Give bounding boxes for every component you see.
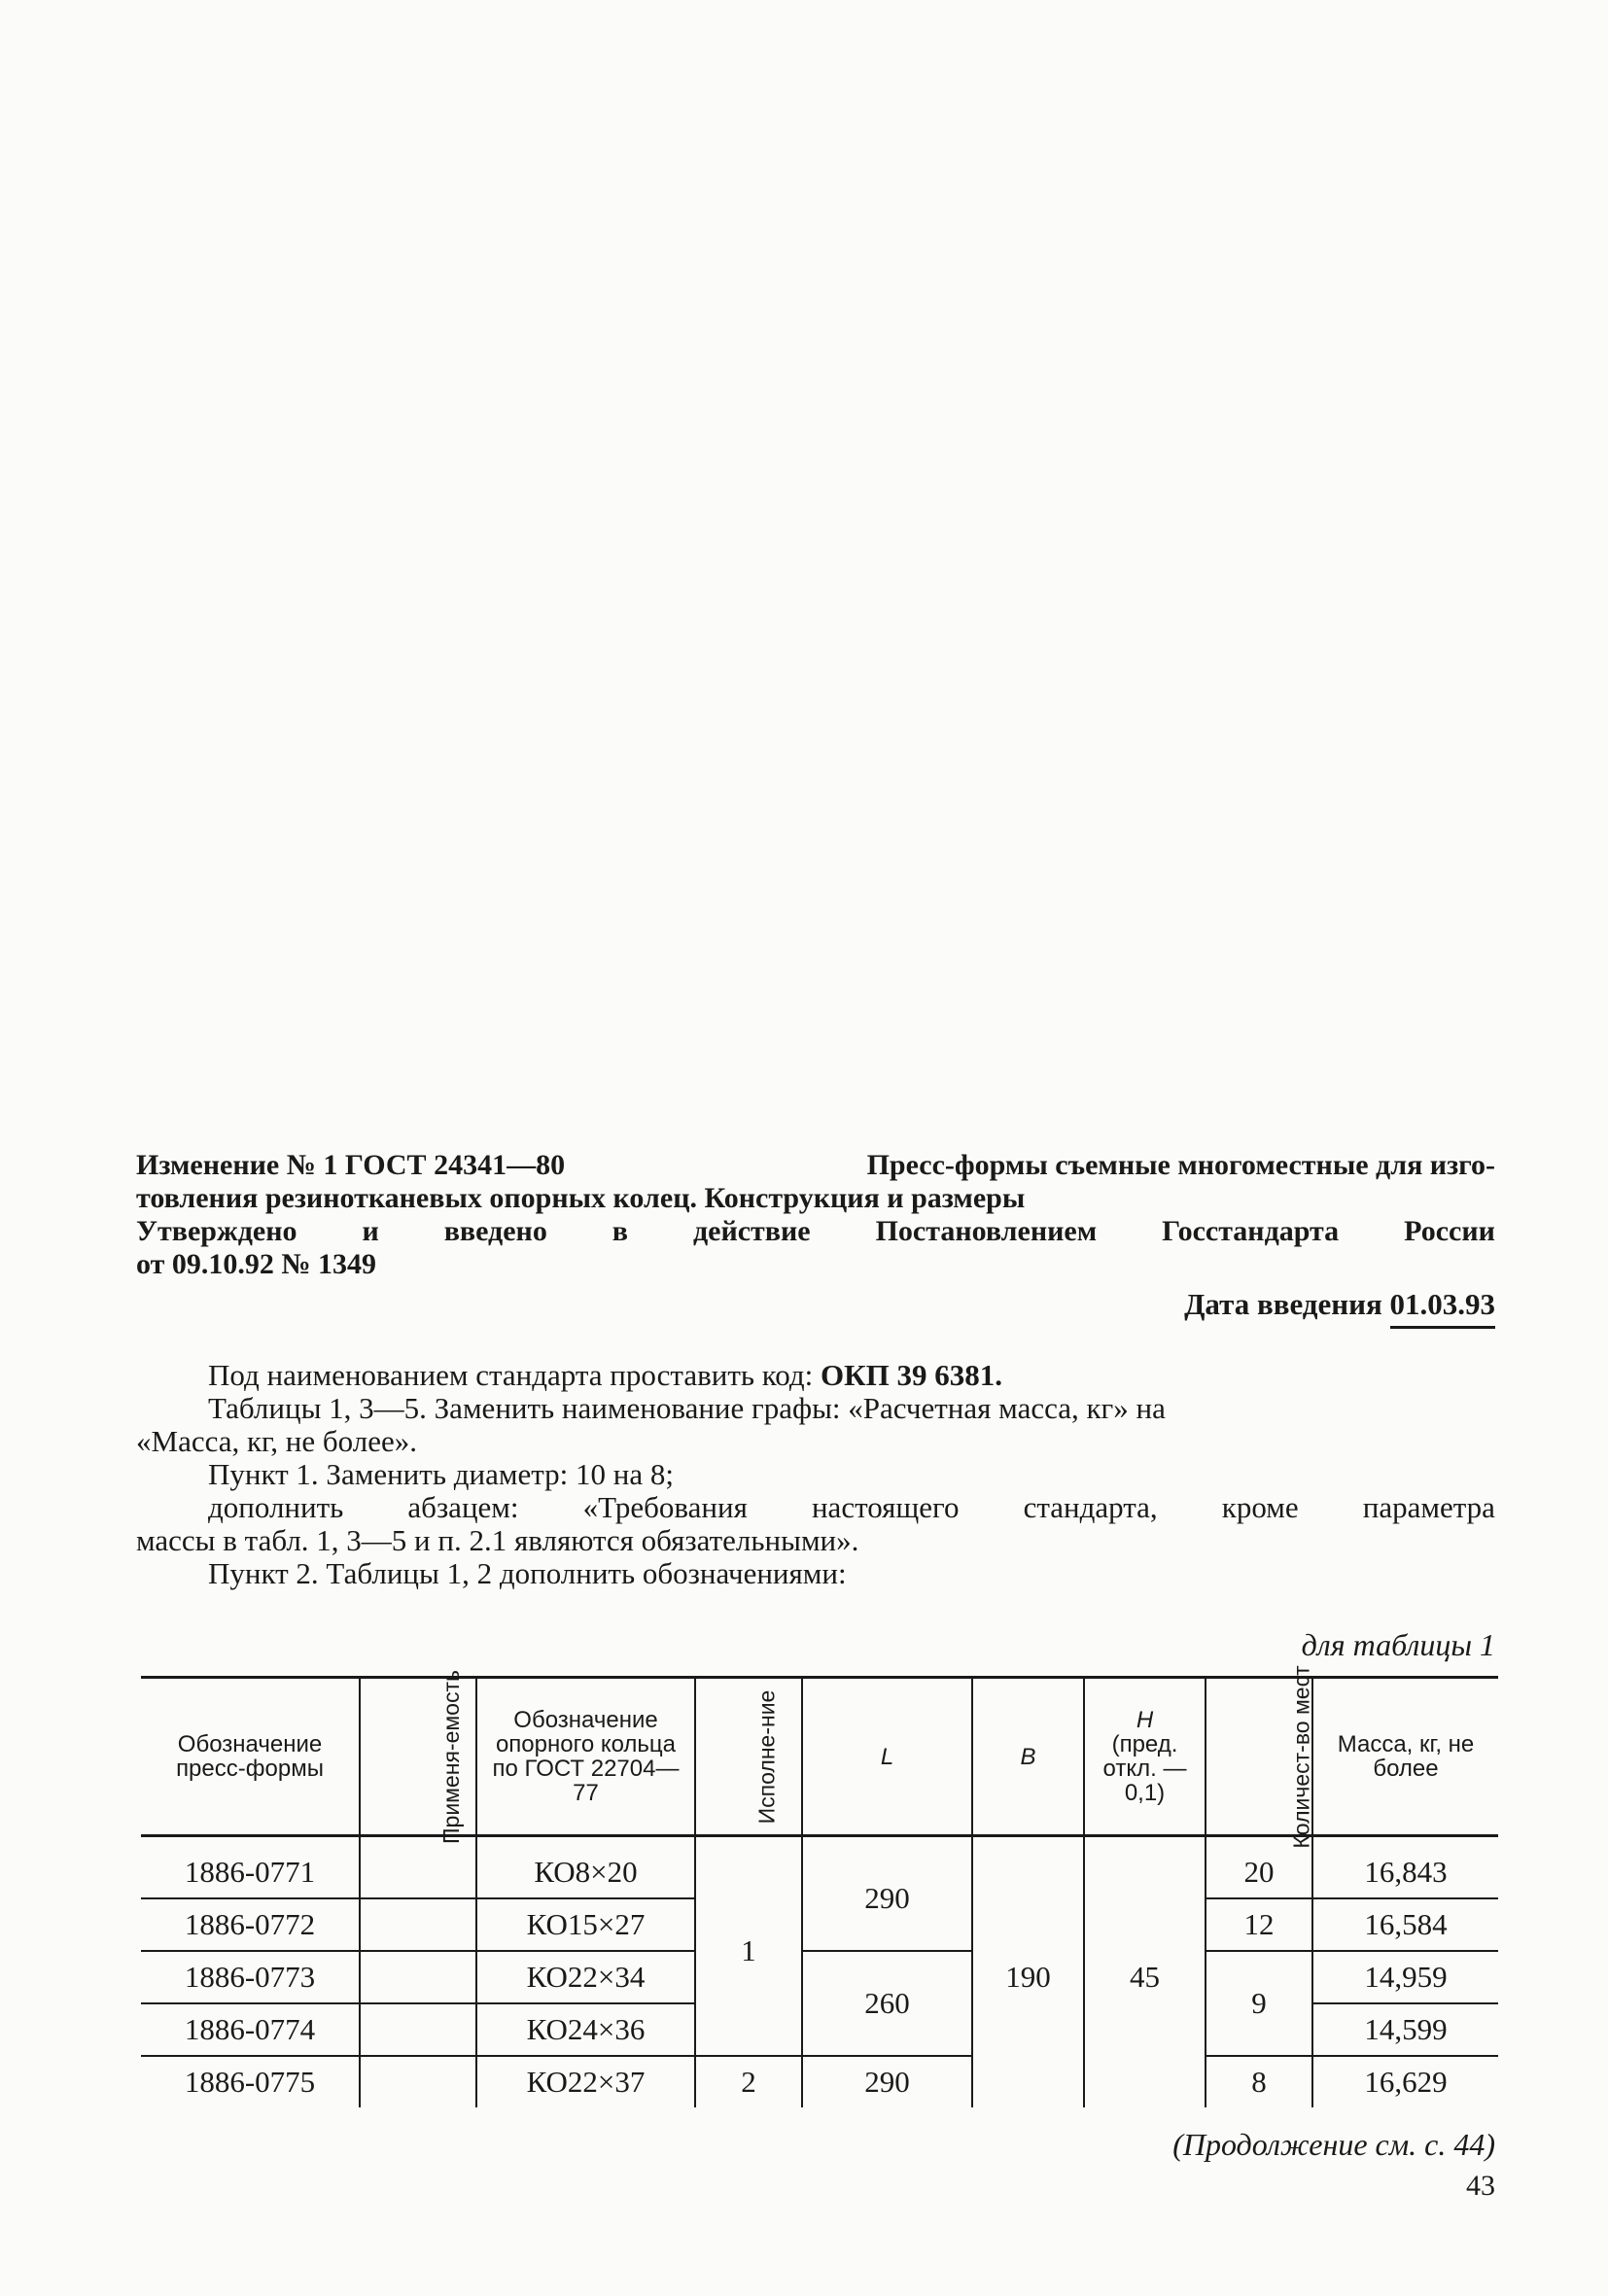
header-line-1-left: Изменение № 1 ГОСТ 24341—80 bbox=[136, 1149, 566, 1181]
cell-mass: 16,584 bbox=[1312, 1898, 1498, 1951]
paragraph-code-text: Под наименованием стандарта проставить код: bbox=[208, 1358, 821, 1392]
header-ring: Обозначение опорного кольца по ГОСТ 22704—77 bbox=[476, 1678, 695, 1836]
cell-designation: 1886-0772 bbox=[141, 1898, 360, 1951]
amendment-header bbox=[136, 1149, 1495, 1281]
cell-h-45: 45 bbox=[1084, 1847, 1206, 2107]
supplement-word: дополнить bbox=[208, 1490, 344, 1524]
cell-l-260: 260 bbox=[802, 1951, 972, 2056]
page-number: 43 bbox=[1466, 2170, 1495, 2202]
table-caption: для таблицы 1 bbox=[1301, 1627, 1495, 1662]
header-word: Постановлением bbox=[875, 1215, 1098, 1247]
cell-mass: 14,599 bbox=[1312, 2003, 1498, 2056]
paragraph-tables-line-2: «Масса, кг, не более». bbox=[136, 1424, 417, 1458]
header-line-1 bbox=[136, 1149, 1495, 1182]
header-word: Госстандарта bbox=[1162, 1215, 1340, 1247]
cell-applicability bbox=[360, 2056, 476, 2107]
header-version-text: Исполне-ние bbox=[753, 1689, 780, 1824]
paragraph-item-1: Пункт 1. Заменить диаметр: 10 на 8; bbox=[208, 1457, 674, 1491]
paragraph-supplement-line-1 bbox=[136, 1491, 1495, 1524]
supplement-word: стандарта, bbox=[1023, 1490, 1158, 1524]
cell-mass: 14,959 bbox=[1312, 1951, 1498, 2003]
cell-ring: КО22×34 bbox=[476, 1951, 695, 2003]
cell-ring: КО22×37 bbox=[476, 2056, 695, 2107]
cell-version-2: 2 bbox=[695, 2056, 802, 2107]
cell-count: 12 bbox=[1206, 1898, 1312, 1951]
supplement-word: настоящего bbox=[811, 1490, 960, 1524]
supplement-word: параметра bbox=[1362, 1490, 1495, 1524]
cell-ring: КО15×27 bbox=[476, 1898, 695, 1951]
table-row bbox=[141, 1847, 1498, 1898]
header-word: и bbox=[362, 1215, 379, 1247]
cell-designation: 1886-0773 bbox=[141, 1951, 360, 2003]
header-version bbox=[695, 1678, 802, 1836]
cell-l-290: 290 bbox=[802, 1847, 972, 1951]
cell-count: 20 bbox=[1206, 1847, 1312, 1898]
header-word: в bbox=[612, 1215, 628, 1247]
cell-mass: 16,843 bbox=[1312, 1847, 1498, 1898]
header-count-text: Количест-во мест bbox=[1288, 1664, 1314, 1849]
cell-applicability bbox=[360, 1898, 476, 1951]
supplement-word: «Требования bbox=[582, 1490, 748, 1524]
header-applicability bbox=[360, 1669, 476, 1844]
designation-table bbox=[141, 1664, 1498, 2107]
cell-count: 8 bbox=[1206, 2056, 1312, 2107]
header-mass: Масса, кг, не более bbox=[1312, 1678, 1498, 1836]
cell-ring: КО8×20 bbox=[476, 1847, 695, 1898]
cell-designation: 1886-0771 bbox=[141, 1847, 360, 1898]
header-line-4: от 09.10.92 № 1349 bbox=[136, 1248, 376, 1280]
date-label: Дата введения bbox=[1184, 1287, 1382, 1321]
okp-code: ОКП 39 6381. bbox=[821, 1358, 1002, 1392]
header-word: России bbox=[1404, 1215, 1495, 1247]
paragraph-tables-line-1: Таблицы 1, 3—5. Заменить наименование графы: «Расчетная масса, кг» на bbox=[208, 1391, 1166, 1425]
date-value: 01.03.93 bbox=[1390, 1287, 1496, 1329]
amendment-body bbox=[136, 1359, 1495, 1590]
header-word: действие bbox=[692, 1215, 811, 1247]
continued-note: (Продолжение см. с. 44) bbox=[1172, 2127, 1495, 2162]
cell-ring: КО24×36 bbox=[476, 2003, 695, 2056]
cell-applicability bbox=[360, 1951, 476, 2003]
header-line-1-right: Пресс-формы съемные многоместные для изго- bbox=[866, 1149, 1495, 1181]
header-applicability-text: Применя-емость bbox=[438, 1669, 465, 1844]
cell-designation: 1886-0774 bbox=[141, 2003, 360, 2056]
cell-applicability bbox=[360, 2003, 476, 2056]
header-l: L bbox=[802, 1678, 972, 1836]
supplement-word: абзацем: bbox=[407, 1490, 519, 1524]
cell-count-9: 9 bbox=[1206, 1951, 1312, 2056]
table-header-row bbox=[141, 1678, 1498, 1836]
header-count bbox=[1206, 1664, 1314, 1849]
header-h-symbol: H bbox=[1136, 1707, 1154, 1733]
cell-l-290: 290 bbox=[802, 2056, 972, 2107]
paragraph-supplement-line-2: массы в табл. 1, 3—5 и п. 2.1 являются обязательными». bbox=[136, 1523, 859, 1557]
header-line-2: товления резинотканевых опорных колец. Конструкция и размеры bbox=[136, 1182, 1026, 1214]
header-b: B bbox=[972, 1678, 1084, 1836]
header-word: Утверждено bbox=[136, 1215, 297, 1247]
introduction-date bbox=[136, 1287, 1495, 1329]
header-designation: Обозначение пресс-формы bbox=[141, 1678, 360, 1836]
cell-version-1: 1 bbox=[695, 1847, 802, 2056]
table bbox=[141, 1664, 1498, 2107]
cell-b-190: 190 bbox=[972, 1847, 1084, 2107]
paragraph-item-2: Пункт 2. Таблицы 1, 2 дополнить обозначениями: bbox=[208, 1556, 847, 1590]
header-word: введено bbox=[443, 1215, 547, 1247]
header-h-note: (пред. откл. —0,1) bbox=[1102, 1731, 1187, 1806]
paragraph-code bbox=[136, 1359, 1495, 1392]
supplement-word: кроме bbox=[1221, 1490, 1299, 1524]
table-row bbox=[141, 2056, 1498, 2107]
cell-designation: 1886-0775 bbox=[184, 2065, 316, 2099]
table-row bbox=[141, 1951, 1498, 2003]
cell-applicability bbox=[360, 1847, 476, 1898]
header-line-3 bbox=[136, 1215, 1495, 1248]
cell-mass: 16,629 bbox=[1312, 2056, 1498, 2107]
header-h bbox=[1084, 1678, 1206, 1836]
